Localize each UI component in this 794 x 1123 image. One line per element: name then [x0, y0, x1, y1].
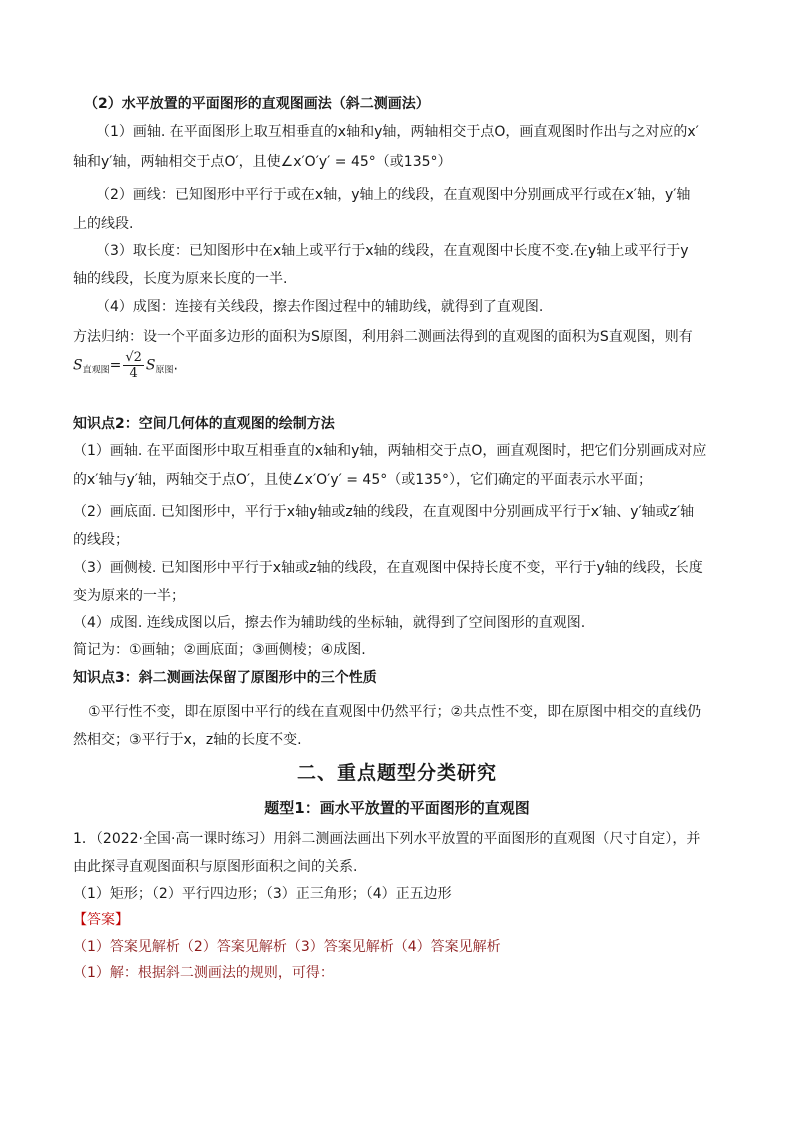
step-3-line-1: （3）取长度：已知图形中在x轴上或平行于x轴的线段，在直观图中长度不变.在y轴上或平行于y — [96, 243, 689, 259]
kp2-line-1: （1）画轴. 在平面图形中取互相垂直的x轴和y轴，两轴相交于点O，画直观图时，把它们分别画成对应 — [73, 443, 707, 459]
section-heading: （2）水平放置的平面图形的直观图画法（斜二测画法） — [84, 96, 430, 112]
step-2-line-2: 上的线段. — [73, 216, 134, 232]
formula-rhs: S — [145, 357, 156, 374]
formula-rhs-sub: 原图 — [155, 365, 174, 376]
answer-text: （1）答案见解析（2）答案见解析（3）答案见解析（4）答案见解析 — [73, 939, 501, 955]
kp3-line-2: 然相交；③平行于x，z轴的长度不变. — [73, 732, 302, 748]
kp2-line-7: （4）成图. 连线成图以后，擦去作为辅助线的坐标轴，就得到了空间图形的直观图. — [73, 615, 586, 631]
solution-text: （1）解：根据斜二测画法的规则，可得： — [73, 965, 334, 981]
step-1-line-2: 轴和y′轴，两轴相交于点O′，且使∠x′O′y′ = 45°（或135°） — [73, 154, 452, 170]
step-2-line-1: （2）画线：已知图形中平行于或在x轴，y轴上的线段，在直观图中分别画成平行或在x′轴，y′轴 — [96, 187, 691, 203]
kp2-line-6: 变为原来的一半； — [73, 588, 185, 604]
area-formula — [73, 350, 178, 386]
kp2-line-2: 的x′轴与y′轴，两轴交于点O′，且使∠x′O′y′ = 45°（或135°），它们确定的平面表示水平面； — [73, 472, 652, 488]
step-1-line-1: （1）画轴. 在平面图形上取互相垂直的x轴和y轴，两轴相交于点O，画直观图时作出与之对应的x′ — [96, 124, 699, 140]
kp2-line-3: （2）画底面. 已知图形中，平行于x轴y轴或z轴的线段，在直观图中分别画成平行于x′轴、y′轴或z′轴 — [73, 504, 695, 520]
knowledge-point-3-heading: 知识点3：斜二测画法保留了原图形中的三个性质 — [73, 670, 377, 686]
question-1-options: （1）矩形；（2）平行四边形；（3）正三角形；（4）正五边形 — [73, 886, 452, 902]
formula-denominator: 4 — [129, 366, 138, 381]
formula-numerator: √2 — [125, 350, 142, 365]
formula-end: . — [173, 357, 178, 374]
kp2-line-8: 简记为：①画轴；②画底面；③画侧棱；④成图. — [73, 642, 366, 658]
question-1-line-2: 由此探寻直观图面积与原图形面积之间的关系. — [73, 859, 358, 875]
kp2-line-4: 的线段； — [73, 532, 129, 548]
knowledge-point-2-heading: 知识点2：空间几何体的直观图的绘制方法 — [73, 416, 335, 432]
formula-lhs: S — [73, 357, 83, 374]
formula-lhs-sub: 直观图 — [82, 365, 110, 376]
section-2-title: 二、重点题型分类研究 — [296, 762, 497, 784]
kp3-line-1: ①平行性不变，即在原图中平行的线在直观图中仍然平行；②共点性不变，即在原图中相交的直线仍 — [88, 704, 702, 720]
formula-fraction — [123, 350, 144, 381]
answer-label: 【答案】 — [73, 912, 129, 928]
formula-equals: = — [109, 357, 122, 374]
step-4-line-1: （4）成图：连接有关线段，擦去作图过程中的辅助线，就得到了直观图. — [96, 299, 544, 315]
kp2-line-5: （3）画侧棱. 已知图形中平行于x轴或z轴的线段，在直观图中保持长度不变，平行于y轴的线段，长度 — [73, 560, 703, 576]
step-3-line-2: 轴的线段，长度为原来长度的一半. — [73, 271, 288, 287]
method-summary: 方法归纳：设一个平面多边形的面积为S原图，利用斜二测画法得到的直观图的面积为S直观图，则有 — [73, 329, 693, 345]
question-type-1-title: 题型1：画水平放置的平面图形的直观图 — [264, 799, 530, 817]
question-1-line-1: 1．（2022·全国·高一课时练习）用斜二测画法画出下列水平放置的平面图形的直观图（尺寸自定），并 — [73, 831, 701, 847]
